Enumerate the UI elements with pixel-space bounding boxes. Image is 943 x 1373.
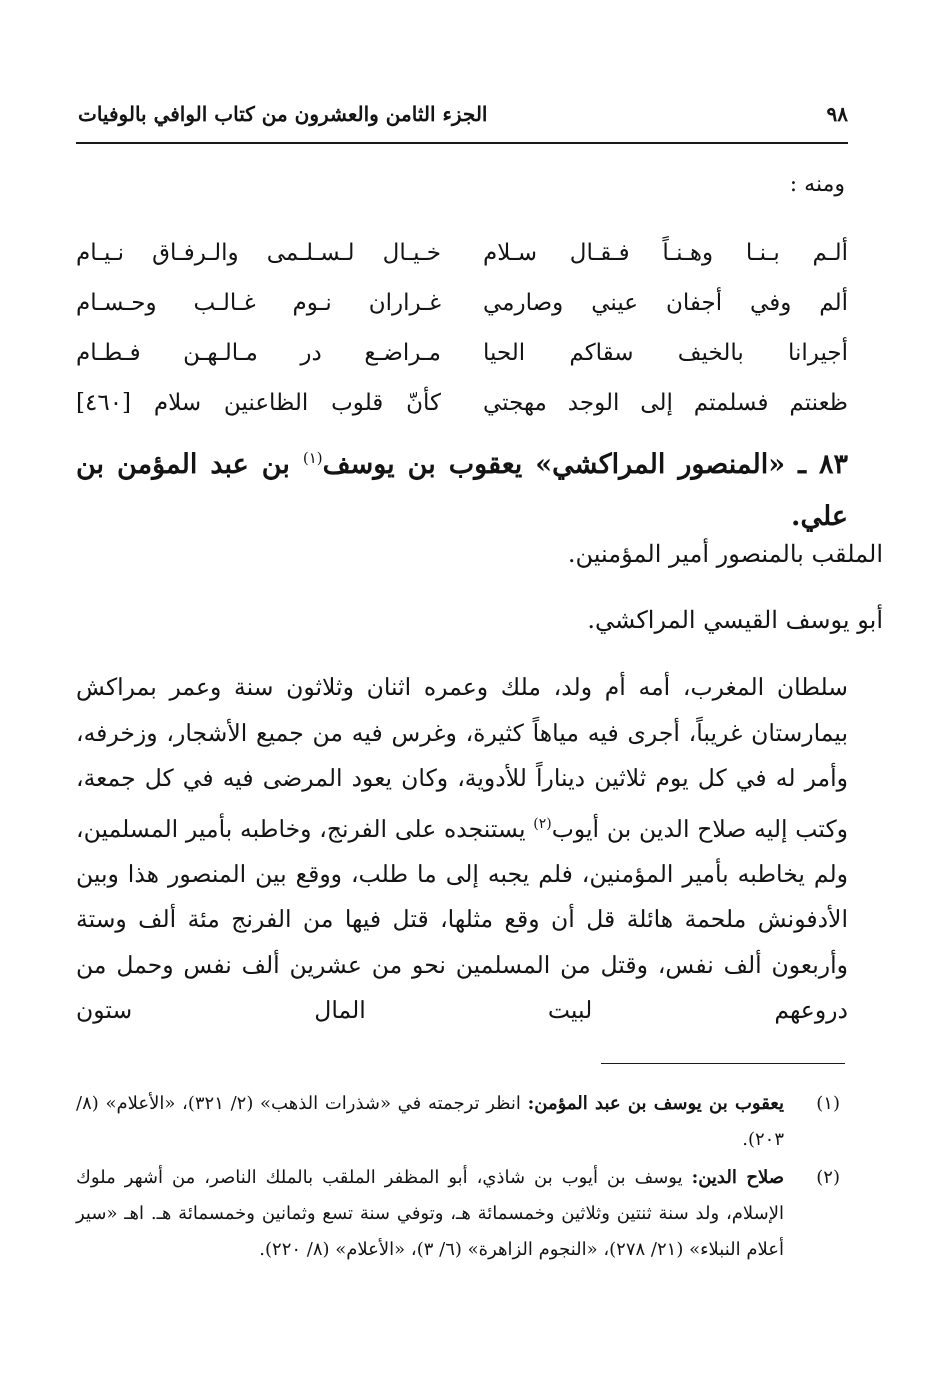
footnote-separator — [601, 1063, 845, 1064]
verse-first-hemistich: ألـم بـنـا وهـنـاً فـقـال سـلام — [483, 240, 848, 266]
footnote-number: (١) — [816, 1093, 840, 1114]
kunya-line: أبو يوسف القيسي المراكشي. — [587, 606, 883, 634]
running-title: الجزء الثامن والعشرون من كتاب الوافي بالوفيات — [78, 102, 488, 126]
footnote-text — [76, 1086, 784, 1158]
verse-first-hemistich: ألم وفي أجفان عيني وصارمي — [483, 290, 848, 316]
entry-title — [76, 432, 848, 543]
footnote-text — [76, 1160, 784, 1268]
verse-second-hemistich: كأنّ قلوب الظاعنين سلام [٤٦٠] — [76, 390, 441, 416]
poem-verse — [76, 328, 848, 378]
header-rule — [76, 142, 848, 144]
poem — [76, 228, 848, 428]
footnote-ref[interactable]: (١) — [302, 449, 323, 467]
entry-name: «المنصور المراكشي» يعقوب بن يوسف — [322, 449, 786, 480]
footnotes — [76, 1086, 848, 1270]
page-number: ٩٨ — [826, 102, 848, 126]
biography-paragraph — [76, 665, 848, 1034]
entry-name-continued: بن عبد المؤمن بن علي. — [76, 449, 848, 532]
footnote-body: انظر ترجمته في «شذرات الذهب» (٢/ ٣٢١)، «الأعلام» (٨/ ٢٠٣). — [76, 1093, 784, 1150]
verse-second-hemistich: غـراران نـوم غـالـب وحـسـام — [76, 290, 441, 316]
poem-verse — [76, 278, 848, 328]
verse-second-hemistich: مـراضـع در مـالـهـن فـطـام — [76, 340, 441, 366]
footnote-body: يوسف بن أيوب بن شاذي، أبو المظفر الملقب بالملك الناصر، من أشهر ملوك الإسلام، ولد سنة ثنتين وثلاثين وخمسمائة هـ، وتوفي سنة تسع وثمانين وخمسمائة هـ. اهـ «سير أعلام النبلاء» (٢١/ ٢٧٨)، «النجوم الزاهرة» (٦/ ٣)، «الأعلام» (٨/ ٢٢٠). — [76, 1167, 784, 1260]
verse-first-hemistich: أجيرانا بالخيف سقاكم الحيا — [483, 340, 848, 366]
laqab-line: الملقب بالمنصور أمير المؤمنين. — [567, 540, 883, 568]
footnote-subject: يعقوب بن يوسف بن عبد المؤمن: — [527, 1093, 784, 1114]
poem-verse — [76, 228, 848, 278]
paragraph-text-continued: يستنجده على الفرنج، وخاطبه بأمير المسلمين، ولم يخاطبه بأمير المؤمنين، فلم يجبه إلى ما طلب، ووقع بين المنصور هذا وبين الأدفونش ملحمة هائلة قل أن وقع مثلها، قتل فيها من الفرنج مئة ألف وستة وأربعون ألف نفس، وقتل من المسلمين نحو من عشرين ألف نفس وحمل من دروعهم لبيت المال ستون — [76, 814, 848, 1025]
poem-intro: ومنه : — [789, 172, 845, 197]
footnote-number: (٢) — [816, 1167, 840, 1188]
footnote-subject: صلاح الدين: — [691, 1167, 785, 1188]
verse-first-hemistich: ظعنتم فسلمتم إلى الوجد مهجتي — [483, 390, 848, 416]
verse-second-hemistich: خـيـال لـسـلـمى والـرفـاق نـيـام — [76, 240, 441, 266]
footnote — [76, 1086, 848, 1158]
entry-number: ٨٣ ـ — [798, 449, 848, 480]
paragraph-text: سلطان المغرب، أمه أم ولد، ملك وعمره اثنان وثلاثون سنة وعمر بمراكش بيمارستان غريباً، أجرى فيه مياهاً كثيرة، وغرس فيه من جميع الأشجار، وزخرفه، وأمر له في كل يوم ثلاثين ديناراً للأدوية، وكان يعود المرضى فيه في كل جمعة، وكتب إليه صلاح الدين بن أيوب — [76, 673, 848, 843]
running-header — [78, 96, 848, 132]
footnote-ref[interactable]: (٢) — [533, 815, 552, 832]
footnote — [76, 1160, 848, 1268]
poem-verse — [76, 378, 848, 428]
